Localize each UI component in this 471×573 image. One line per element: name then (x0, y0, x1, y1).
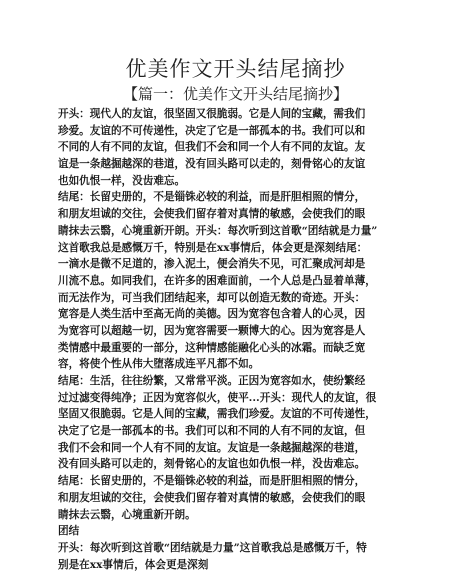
text-line: 这首歌我总是感慨万千，特别是在xx事情后，体会更是深刻结尾： (58, 241, 368, 254)
text-line: 睛抹去云翳，心境重新开朗。 (58, 508, 196, 521)
page-title: 优美作文开头结尾摘抄 (125, 57, 346, 81)
section-heading: 【篇一：优美作文开头结尾摘抄】 (122, 85, 348, 103)
text-line: 和朋友坦诚的交往，会使我们留存着对真情的敏感，会使我们的眼 (58, 208, 366, 221)
text-line: 结尾：长留史册的，不是锱铢必较的利益，而是肝胆相照的情分， (58, 475, 366, 488)
text-line: 结尾：长留史册的，不是锱铢必较的利益，而是肝胆相照的情分， (58, 191, 366, 204)
text-line: 结尾：生活，往往纷繁，又常常平淡。正因为宽容如水，使纷繁经 (58, 375, 366, 387)
text-line: 也如仇恨一样，没齿难忘。 (58, 174, 186, 187)
text-line: 开头：每次听到这首歌“团结就是力量”这首歌我总是感慨万千，特 (58, 541, 367, 554)
text-line: 不同的人有不同的友谊，但我们不会和同一个人有不同的友谊。友 (58, 141, 366, 154)
text-line: 开头：现代人的友谊，很坚固又很脆弱。它是人间的宝藏，需我们 (58, 108, 366, 120)
text-line: 一滴水是微不足道的，渗入泥土，便会消失不见，可汇聚成河却是 (58, 258, 366, 271)
text-line: 我们不会和同一个人有不同的友谊。友谊是一条越掘越深的巷道， (58, 441, 366, 454)
text-line: 决定了它是一部孤本的书。我们可以和不同的人有不同的友谊，但 (58, 425, 366, 438)
text-line: 而无法作为，可当我们团结起来，却可以创造无数的奇迹。开头： (58, 291, 366, 304)
text-line: 谊是一条越掘越深的巷道，没有回头路可以走的，刻骨铭心的友谊 (58, 158, 366, 171)
text-line: 别是在xx事情后，体会更是深刻 (58, 558, 209, 571)
text-line: 川流不息。如同我们，在许多的困难面前，一个人总是凸显着单薄， (58, 274, 376, 287)
text-line: 坚固又很脆弱。它是人间的宝藏，需我们珍爱。友谊的不可传递性， (58, 408, 376, 421)
body-text (58, 106, 410, 573)
text-line: 没有回头路可以走的，刻骨铭心的友谊也如仇恨一样，没齿难忘。 (58, 458, 366, 471)
text-line: 睛抹去云翳，心境重新开朗。开头：每次听到这首歌“团结就是力量” (58, 224, 378, 237)
text-line: 类情感中最重要的一部分，这种情感能融化心头的冰霜。而缺乏宽 (58, 341, 366, 354)
text-line: 珍爱。友谊的不可传递性，决定了它是一部孤本的书。我们可以和 (58, 124, 366, 137)
text-line: 过过滤变得纯净；正因为宽容似火，使平...开头：现代人的友谊，很 (58, 391, 377, 404)
text-line: 团结 (58, 525, 80, 538)
text-line: 宽容是人类生活中至高无尚的美德。因为宽容包含着人的心灵，因 (58, 308, 366, 321)
text-line: 容，将使个性从伟大堕落成连平凡都不如。 (58, 358, 260, 371)
text-line: 和朋友坦诚的交往，会使我们留存着对真情的敏感，会使我们的眼 (58, 491, 366, 504)
text-line: 为宽容可以超越一切，因为宽容需要一颗博大的心。因为宽容是人 (58, 324, 366, 337)
